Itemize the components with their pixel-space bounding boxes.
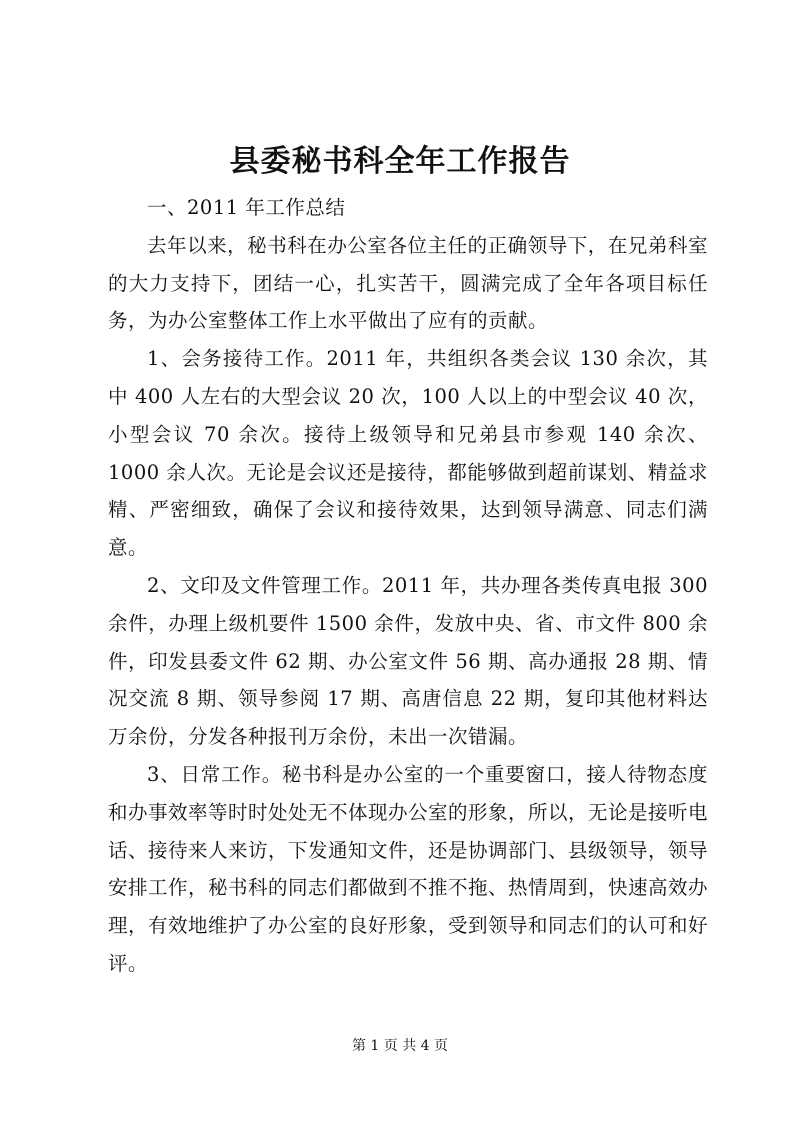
section-heading: 一、2011 年工作总结 — [147, 196, 346, 219]
paragraph-daily-work: 3、日常工作。秘书科是办公室的一个重要窗口，接人待物态度和办事效率等时时处处无不体现办公室的形象，所以，无论是接听电话、接待来人来访，下发通知文件，还是协调部门、县级领导，领导安排工作，秘书科的同志们都做到不推不拖、热情周到，快速高效办理，有效地维护了办公室的良好形象，受到领导和同志们的认可和好评。 — [108, 762, 709, 975]
document-body — [108, 189, 708, 983]
paragraph-document-management: 2、文印及文件管理工作。2011 年，共办理各类传真电报 300 余件，办理上级机要件 1500 余件，发放中央、省、市文件 800 余件，印发县委文件 62 期、办公室文件 56 期、高办通报 28 期、情况交流 8 期、领导参阅 17 期、高唐信息 22 期，复印其他材料达万余份，分发各种报刊万余份，未出一次错漏。 — [108, 573, 708, 749]
paragraph-meeting-reception: 1、会务接待工作。2011 年，共组织各类会议 130 余次，其中 400 人左右的大型会议 20 次，100 人以上的中型会议 40 次，小型会议 70 余次。接待上级领导和兄弟县市参观 140 余次、1000 余人次。无论是会议还是接待，都能够做到超前谋划、精益求精、严密细致，确保了会议和接待效果，达到领导满意、同志们满意。 — [108, 347, 708, 560]
page-footer: 第 1 页 共 4 页 — [351, 1038, 449, 1054]
document-title: 县委秘书科全年工作报告 — [229, 144, 571, 179]
paragraph-intro: 去年以来，秘书科在办公室各位主任的正确领导下，在兄弟科室的大力支持下，团结一心，扎实苦干，圆满完成了全年各项目标任务，为办公室整体工作上水平做出了应有的贡献。 — [108, 233, 708, 333]
